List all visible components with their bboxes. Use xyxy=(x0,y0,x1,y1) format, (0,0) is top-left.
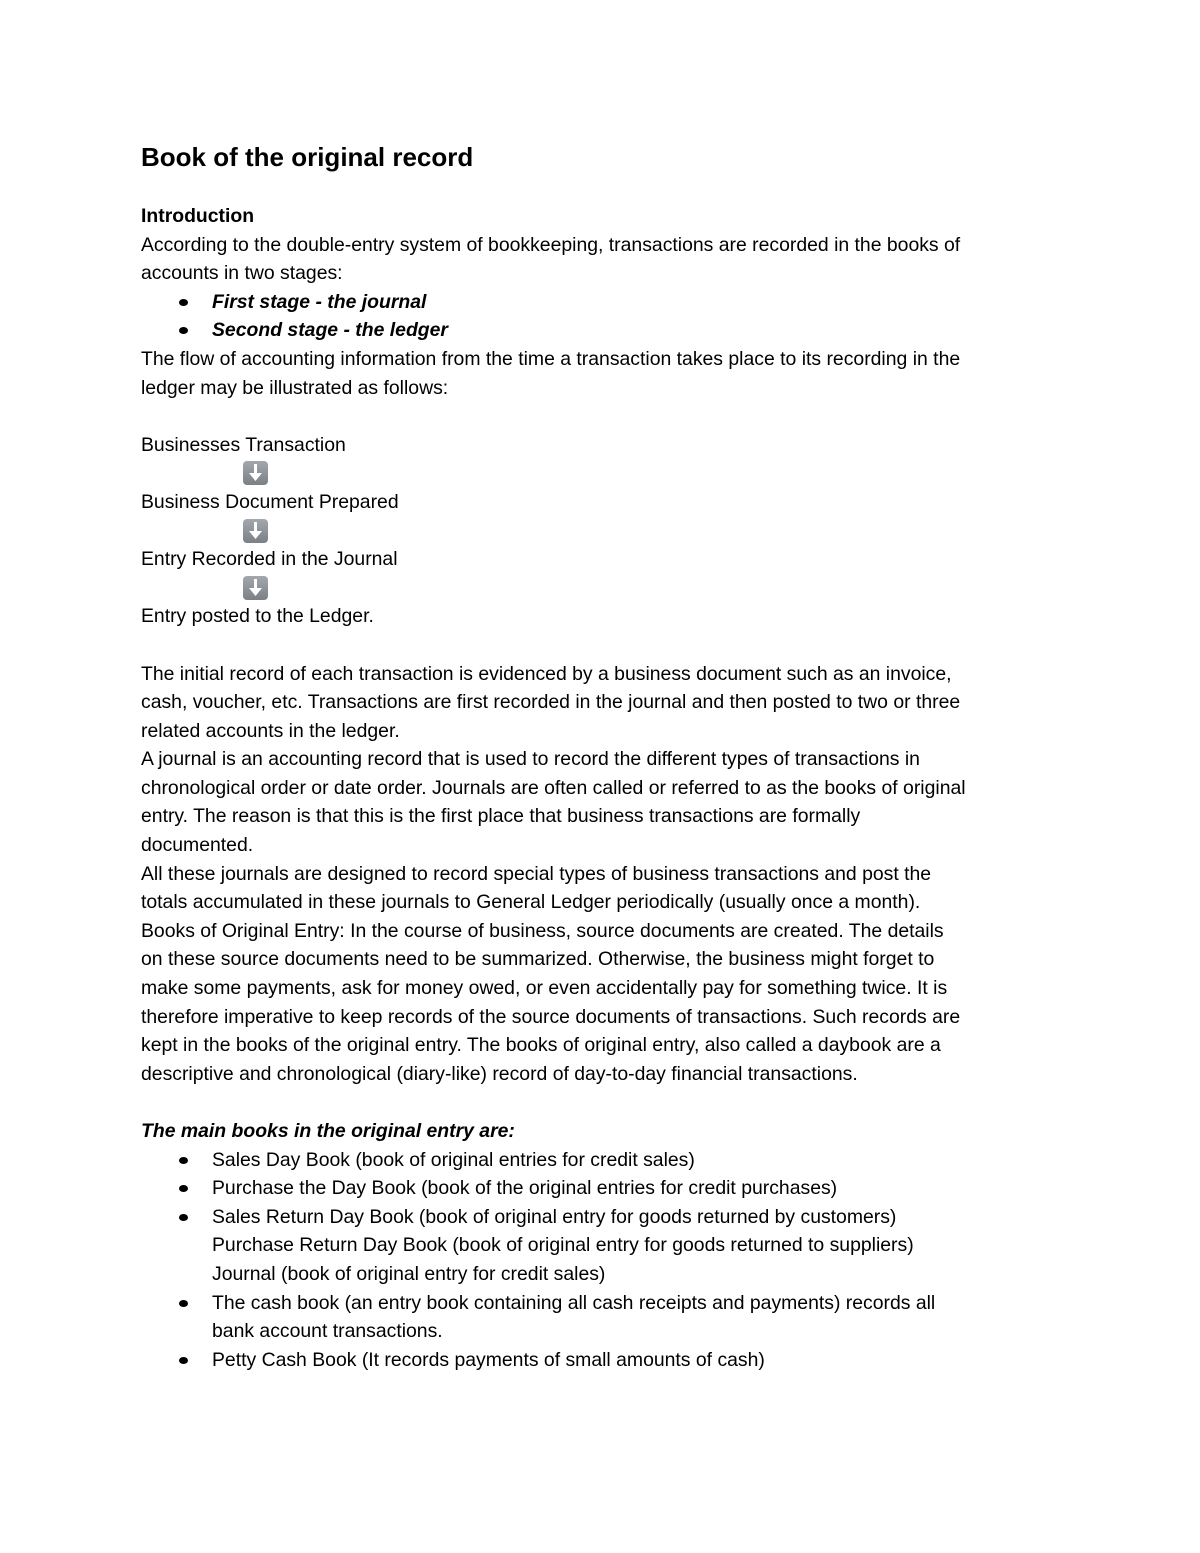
flow-intro-line: ledger may be illustrated as follows: xyxy=(141,376,449,399)
paragraph-line: chronological order or date order. Journals are often called or referred to as the books of original xyxy=(141,776,966,799)
intro-line: According to the double-entry system of bookkeeping, transactions are recorded in the books of xyxy=(141,233,961,256)
blank-line xyxy=(141,1088,1071,1117)
list-item-text: Sales Return Day Book (book of original entry for goods returned by customers) xyxy=(212,1205,897,1228)
stage-item-ledger: Second stage - the ledger xyxy=(141,316,1071,345)
paragraph-line: descriptive and chronological (diary-like) record of day-to-day financial transactions. xyxy=(141,1062,858,1085)
paragraph-journal-definition xyxy=(141,745,1071,859)
paragraph-line: related accounts in the ledger. xyxy=(141,719,400,742)
flow-step-document: Business Document Prepared xyxy=(141,490,399,513)
down-arrow-icon xyxy=(243,519,268,543)
paragraph-line: The initial record of each transaction is evidenced by a business document such as an invoice, xyxy=(141,662,952,685)
list-item xyxy=(141,1174,1071,1203)
paragraph-line: cash, voucher, etc. Transactions are first recorded in the journal and then posted to two or three xyxy=(141,691,961,714)
page-title: Book of the original record xyxy=(141,142,474,172)
list-item xyxy=(141,1260,1071,1289)
list-item-text: Purchase Return Day Book (book of original entry for goods returned to suppliers) xyxy=(212,1234,914,1257)
paragraph-line: on these source documents need to be summarized. Otherwise, the business might forget to xyxy=(141,948,935,971)
flow-arrow-row xyxy=(141,517,1071,546)
list-item xyxy=(141,1289,1071,1346)
paragraph-line: All these journals are designed to record special types of business transactions and post the xyxy=(141,862,932,885)
paragraph-books-of-original-entry xyxy=(141,917,1071,1089)
paragraph-line: totals accumulated in these journals to General Ledger periodically (usually once a month). xyxy=(141,891,921,914)
flow-step-transaction: Businesses Transaction xyxy=(141,433,346,456)
paragraph-line: make some payments, ask for money owed, or even accidentally pay for something twice. It is xyxy=(141,977,948,1000)
document-page xyxy=(141,140,1071,1374)
paragraph-line: therefore imperative to keep records of the source documents of transactions. Such records are xyxy=(141,1005,961,1028)
paragraph-line: A journal is an accounting record that is used to record the different types of transactions in xyxy=(141,748,920,771)
list-item-text: Purchase the Day Book (book of the original entries for credit purchases) xyxy=(212,1177,838,1200)
intro-heading: Introduction xyxy=(141,205,255,227)
down-arrow-icon xyxy=(243,576,268,600)
paragraph-initial-record xyxy=(141,660,1071,746)
stage-item-journal: First stage - the journal xyxy=(141,288,1071,317)
flow-diagram xyxy=(141,431,1071,631)
down-arrow-icon xyxy=(243,461,268,485)
list-item-text: Sales Day Book (book of original entries for credit sales) xyxy=(212,1148,695,1171)
paragraph-line: entry. The reason is that this is the first place that business transactions are formally xyxy=(141,805,861,828)
paragraph-line: kept in the books of the original entry. The books of original entry, also called a daybook are a xyxy=(141,1034,941,1057)
list-item-text: bank account transactions. xyxy=(212,1320,443,1343)
paragraph-line: Books of Original Entry: In the course of business, source documents are created. The details xyxy=(141,919,944,942)
list-item-text: The cash book (an entry book containing all cash receipts and payments) records all xyxy=(212,1291,936,1314)
document-body xyxy=(141,202,1071,1374)
list-item-text: Petty Cash Book (It records payments of small amounts of cash) xyxy=(212,1348,765,1371)
list-item xyxy=(141,1146,1071,1175)
flow-intro-line: The flow of accounting information from the time a transaction takes place to its recording in the xyxy=(141,347,961,370)
stages-list xyxy=(141,288,1071,345)
list-item xyxy=(141,1346,1071,1375)
main-books-heading: The main books in the original entry are: xyxy=(141,1120,515,1142)
list-item xyxy=(141,1231,1071,1260)
flow-step-journal: Entry Recorded in the Journal xyxy=(141,548,398,571)
flow-arrow-row xyxy=(141,574,1071,603)
intro-line: accounts in two stages: xyxy=(141,262,343,285)
flow-arrow-row xyxy=(141,459,1071,488)
paragraph-line: documented. xyxy=(141,834,254,857)
list-item xyxy=(141,1203,1071,1232)
blank-line xyxy=(141,402,1071,431)
paragraph-special-journals xyxy=(141,860,1071,917)
list-item-text: Journal (book of original entry for credit sales) xyxy=(212,1262,606,1285)
flow-step-ledger: Entry posted to the Ledger. xyxy=(141,605,374,628)
main-books-list xyxy=(141,1146,1071,1375)
blank-line xyxy=(141,631,1071,660)
